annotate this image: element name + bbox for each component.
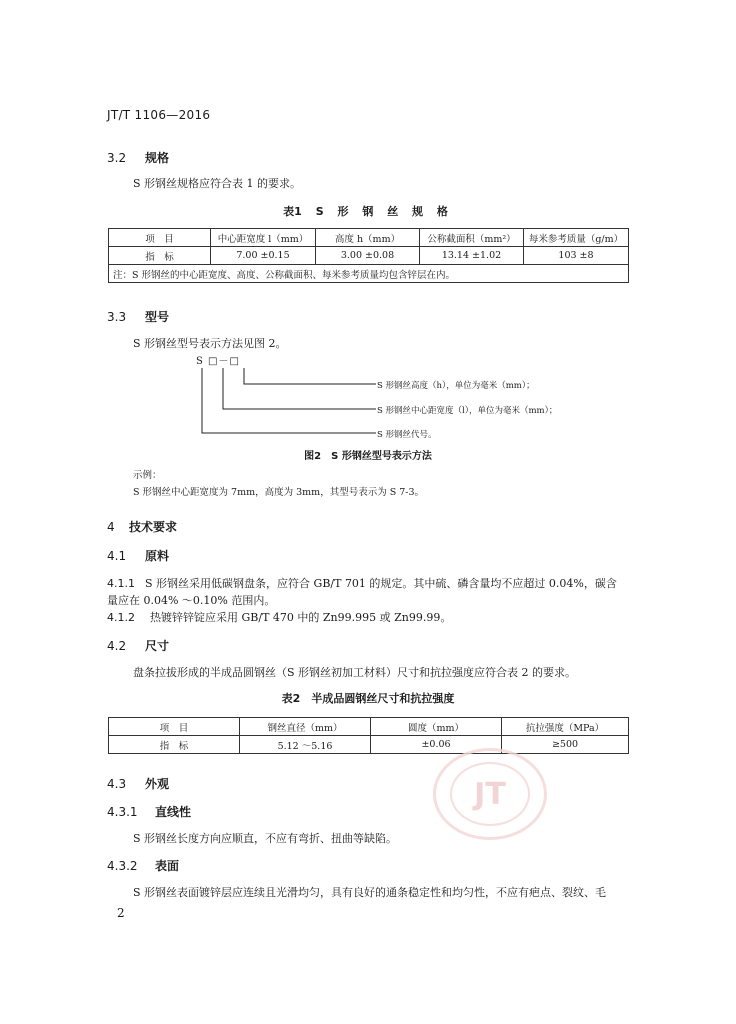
- clause-4-1-2: [107, 609, 451, 625]
- section-4-2-heading: [107, 637, 169, 654]
- clause-text-line1: S 形钢丝采用低碳钢盘条，应符合 GB/T 701 的规定。其中硫、磷含量均不应超过 0.04%，碳含: [145, 577, 617, 590]
- section-number: 3.3: [107, 310, 127, 324]
- table-2-caption: 表2 半成品圆钢丝尺寸和抗拉强度: [281, 692, 455, 705]
- table-1-caption-num: 表1: [283, 205, 302, 218]
- clause-number: 4.1.1: [107, 577, 135, 590]
- table-header-cell: 公称截面积（mm²）: [420, 229, 524, 247]
- section-number: 3.2: [107, 151, 127, 165]
- section-4-2-text: 盘条拉拔形成的半成品圆钢丝（S 形钢丝初加工材料）尺寸和抗拉强度应符合表 2 的要求。: [133, 666, 577, 679]
- section-number: 4.3: [107, 777, 127, 791]
- diagram-label-code: S 形钢丝代号。: [377, 430, 437, 440]
- table-header-cell: 项 目: [109, 718, 240, 736]
- model-diagram-lines: [190, 360, 380, 440]
- example-label: 示例：: [133, 470, 162, 481]
- table-cell: 13.14 ±1.02: [420, 247, 524, 265]
- clause-4-3-2-heading: [107, 857, 179, 874]
- section-number: 4: [107, 520, 115, 534]
- clause-title: 直线性: [155, 805, 192, 819]
- code-pointer-line: [202, 368, 376, 433]
- table-header-row: [109, 229, 629, 247]
- clause-title: 表面: [155, 859, 180, 873]
- section-4-1-heading: [107, 547, 169, 564]
- clause-4-3-1-heading: [107, 803, 191, 820]
- figure-2-caption: 图2 S 形钢丝型号表示方法: [304, 451, 432, 462]
- table-header-cell: 抗拉强度（MPa）: [502, 718, 629, 736]
- table-1-caption-title: S 形 钢 丝 规 格: [315, 205, 453, 218]
- table-cell: 5.12 ～5.16: [240, 736, 371, 754]
- section-3-3-heading: [107, 308, 169, 325]
- table-cell: 7.00 ±0.15: [211, 247, 316, 265]
- table-header-row: [109, 718, 629, 736]
- clause-4-1-1: [107, 575, 617, 591]
- clause-text: 热镀锌锌锭应采用 GB/T 470 中的 Zn99.995 或 Zn99.99。: [150, 611, 452, 624]
- section-number: 4.1: [107, 549, 127, 563]
- section-number: 4.2: [107, 639, 127, 653]
- section-3-2-text: S 形钢丝规格应符合表 1 的要求。: [133, 177, 302, 190]
- width-pointer-line: [223, 368, 376, 409]
- clause-text-line2: 量应在 0.04% ～0.10% 范围内。: [107, 594, 276, 607]
- document-code: JT/T 1106—2016: [107, 108, 211, 122]
- table-header-cell: 钢丝直径（mm）: [240, 718, 371, 736]
- model-symbol: S □－□: [196, 356, 240, 367]
- table-1: [108, 228, 629, 283]
- clause-number: 4.3.1: [107, 805, 138, 819]
- table-1-caption: [0, 203, 736, 219]
- section-title: 型号: [145, 310, 170, 324]
- section-4-3-heading: [107, 775, 169, 792]
- table-cell: 103 ±8: [524, 247, 629, 265]
- section-title: 外观: [145, 777, 170, 791]
- table-header-cell: 中心距宽度 l（mm）: [211, 229, 316, 247]
- diagram-label-height: S 形钢丝高度（h），单位为毫米（mm）；: [377, 381, 535, 391]
- example-text: S 形钢丝中心距宽度为 7mm，高度为 3mm，其型号表示为 S 7-3。: [133, 487, 425, 498]
- page-number: 2: [117, 906, 125, 920]
- table-cell: ±0.06: [371, 736, 502, 754]
- clause-number: 4.1.2: [107, 611, 135, 624]
- clause-4-3-2-text: S 形钢丝表面镀锌层应连续且光滑均匀，具有良好的通条稳定性和均匀性，不应有疤点、裂纹、毛: [133, 886, 607, 899]
- table-row: [109, 736, 629, 754]
- clause-4-3-1-text: S 形钢丝长度方向应顺直，不应有弯折、扭曲等缺陷。: [133, 832, 398, 845]
- section-title: 原料: [145, 549, 170, 563]
- table-header-cell: 每米参考质量（g/m）: [524, 229, 629, 247]
- section-title: 尺寸: [145, 639, 170, 653]
- height-pointer-line: [244, 368, 376, 384]
- diagram-label-width: S 形钢丝中心距宽度（l），单位为毫米（mm）；: [377, 406, 558, 416]
- table-header-cell: 高度 h（mm）: [316, 229, 420, 247]
- table-cell: 3.00 ±0.08: [316, 247, 420, 265]
- section-3-2-heading: [107, 149, 169, 166]
- table-header-cell: 项 目: [109, 229, 211, 247]
- table-cell: 指 标: [109, 247, 211, 265]
- table-note: 注：S 形钢丝的中心距宽度、高度、公称截面积、每米参考质量均包含锌层在内。: [109, 265, 629, 283]
- table-note-row: [109, 265, 629, 283]
- table-row: [109, 247, 629, 265]
- section-4-heading: [107, 518, 177, 535]
- clause-number: 4.3.2: [107, 859, 138, 873]
- section-title: 技术要求: [129, 520, 178, 534]
- watermark-text: JT: [450, 762, 530, 826]
- table-2: [108, 717, 629, 754]
- section-title: 规格: [145, 151, 170, 165]
- table-header-cell: 圆度（mm）: [371, 718, 502, 736]
- jt-watermark-logo: [433, 748, 547, 840]
- table-cell: ≥500: [502, 736, 629, 754]
- table-cell: 指 标: [109, 736, 240, 754]
- section-3-3-text: S 形钢丝型号表示方法见图 2。: [133, 337, 287, 350]
